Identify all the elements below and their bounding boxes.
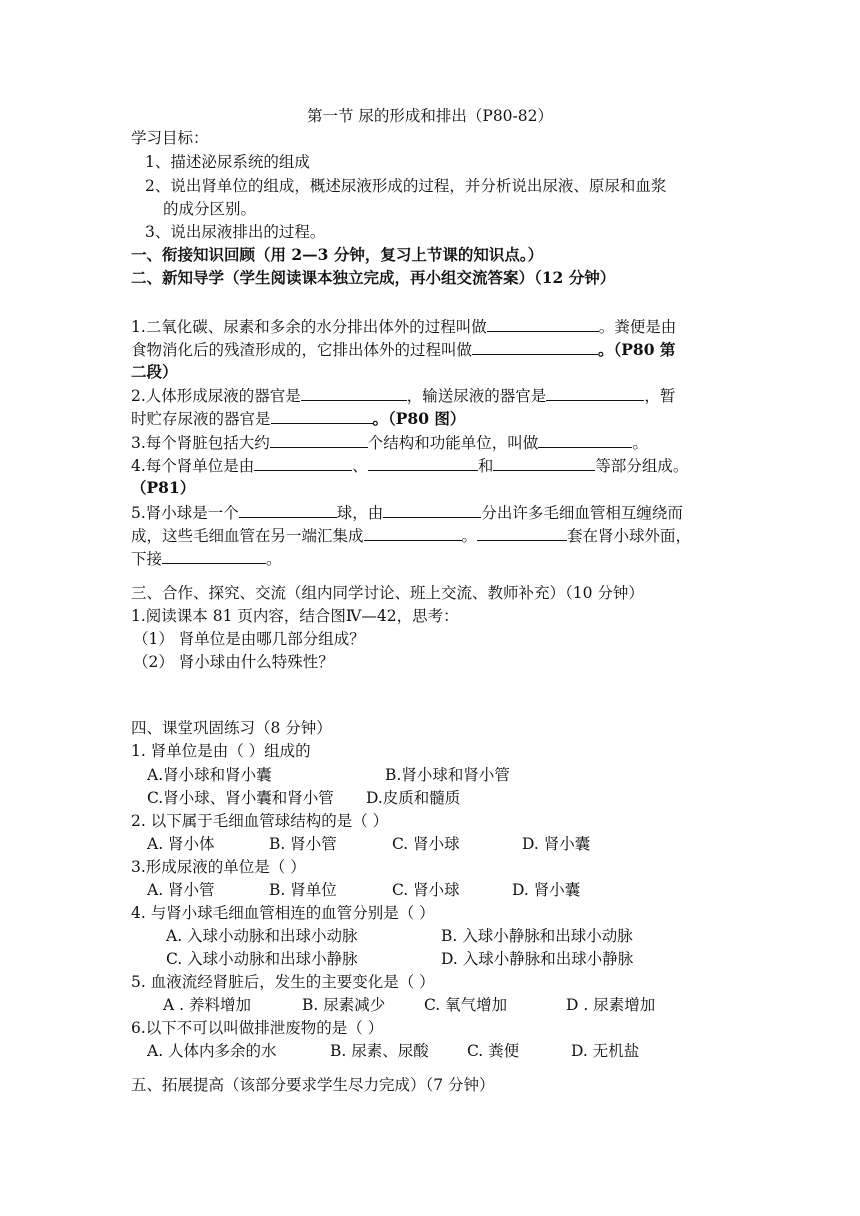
section-3-prompt-2: （2） 肾小球由什么特殊性？ bbox=[133, 653, 334, 671]
answer-blank[interactable] bbox=[162, 548, 266, 564]
answer-blank[interactable] bbox=[301, 385, 407, 401]
q3-text-b: 个结构和功能单位，叫做 bbox=[367, 434, 539, 452]
exercise-1-option-c: C.肾小球、肾小囊和肾小管 bbox=[147, 789, 334, 807]
exercise-3-option-c: C. 肾小球 bbox=[392, 881, 460, 899]
answer-blank[interactable] bbox=[487, 316, 599, 332]
exercise-5-option-c: C. 氧气增加 bbox=[424, 996, 508, 1014]
q1-line-1 bbox=[131, 316, 676, 337]
exercise-6-option-d: D. 无机盐 bbox=[571, 1042, 640, 1060]
answer-blank[interactable] bbox=[383, 502, 481, 518]
section-3-q1: 1.阅读课本 81 页内容，结合图Ⅳ—42，思考： bbox=[131, 607, 459, 625]
q2-text-e: 。（P80 图） bbox=[372, 409, 466, 428]
exercise-4-option-a: A. 入球小动脉和出球小动脉 bbox=[166, 927, 358, 945]
section-5-heading: 五、拓展提高（该部分要求学生尽力完成）（7 分钟） bbox=[131, 1076, 495, 1094]
q2-line-2 bbox=[131, 408, 465, 429]
exercise-2-option-c: C. 肾小球 bbox=[392, 835, 460, 853]
exercise-5-option-d: D . 尿素增加 bbox=[566, 996, 656, 1014]
goals-heading: 学习目标： bbox=[131, 129, 209, 147]
exercise-1: 1. 肾单位是由（ ）组成的 bbox=[131, 742, 311, 760]
exercise-6-option-b: B. 尿素、尿酸 bbox=[330, 1042, 429, 1060]
q4-text-b: 、 bbox=[352, 457, 368, 475]
answer-blank[interactable] bbox=[368, 455, 478, 471]
exercise-5-option-a: A . 养料增加 bbox=[163, 996, 251, 1014]
q5-text-c: 分出许多毛细血管相互缠绕而 bbox=[481, 504, 683, 522]
answer-blank[interactable] bbox=[546, 385, 644, 401]
exercise-2: 2. 以下属于毛细血管球结构的是（ ） bbox=[131, 812, 389, 830]
q4-text-a: 4.每个肾单位是由 bbox=[131, 457, 255, 475]
exercise-6-option-a: A. 人体内多余的水 bbox=[147, 1042, 277, 1060]
section-4-heading: 四、课堂巩固练习（8 分钟） bbox=[131, 719, 332, 737]
section-1-heading: 一、衔接知识回顾（用 2—3 分钟，复习上节课的知识点。） bbox=[131, 245, 544, 264]
q2-text-b: ，输送尿液的器官是 bbox=[406, 387, 547, 405]
answer-blank[interactable] bbox=[472, 339, 598, 355]
q5-text-a: 5.肾小球是一个 bbox=[131, 504, 239, 522]
exercise-6: 6.以下不可以叫做排泄废物的是（ ） bbox=[131, 1019, 384, 1037]
answer-blank[interactable] bbox=[239, 502, 337, 518]
q4-line-1 bbox=[131, 455, 688, 476]
page-title: 第一节 尿的形成和排出（P80-82） bbox=[306, 107, 554, 125]
exercise-5-option-b: B. 尿素减少 bbox=[302, 996, 386, 1014]
q5-text-e: 。 bbox=[461, 527, 478, 545]
goal-2: 2、说出肾单位的组成，概述尿液形成的过程，并分析说出尿液、原尿和血浆 bbox=[145, 177, 667, 195]
q4-text-e: （P81） bbox=[131, 478, 196, 497]
q3-text-a: 3.每个肾脏包括大约 bbox=[131, 434, 270, 452]
q5-line-2 bbox=[131, 525, 691, 546]
q2-text-a: 2.人体形成尿液的器官是 bbox=[131, 387, 301, 405]
q5-text-b: 球，由 bbox=[336, 504, 384, 522]
answer-blank[interactable] bbox=[270, 432, 368, 448]
q5-text-f: 套在肾小球外面， bbox=[567, 527, 692, 545]
q3-text-c: 。 bbox=[632, 434, 648, 452]
answer-blank[interactable] bbox=[364, 525, 462, 541]
answer-blank[interactable] bbox=[477, 525, 567, 541]
q3-line bbox=[131, 432, 648, 453]
q1-text-c: 食物消化后的残渣形成的，它排出体外的过程叫做 bbox=[131, 341, 473, 359]
exercise-3-option-b: B. 肾单位 bbox=[269, 881, 337, 899]
exercise-4-option-c: C. 入球小动脉和出球小静脉 bbox=[166, 950, 358, 968]
answer-blank[interactable] bbox=[493, 455, 595, 471]
section-3-prompt-1: （1） 肾单位是由哪几部分组成？ bbox=[133, 630, 365, 648]
answer-blank[interactable] bbox=[254, 455, 352, 471]
q1-line-2 bbox=[131, 339, 675, 360]
answer-blank[interactable] bbox=[538, 432, 632, 448]
exercise-4-option-b: B. 入球小静脉和出球小动脉 bbox=[441, 927, 633, 945]
exercise-1-option-d: D.皮质和髓质 bbox=[366, 789, 461, 807]
exercise-2-option-b: B. 肾小管 bbox=[269, 835, 337, 853]
q5-text-g: 下接 bbox=[131, 550, 163, 568]
q5-line-3 bbox=[131, 548, 282, 569]
q4-text-c: 和 bbox=[477, 457, 494, 475]
q1-text-a: 1.二氧化碳、尿素和多余的水分排出体外的过程叫做 bbox=[131, 318, 487, 336]
exercise-4: 4. 与肾小球毛细血管相连的血管分别是（ ） bbox=[131, 904, 435, 922]
q1-text-d: 。（P80 第 bbox=[598, 340, 676, 359]
exercise-2-option-d: D. 肾小囊 bbox=[522, 835, 591, 853]
q2-text-d: 时贮存尿液的器官是 bbox=[131, 410, 271, 428]
exercise-3-option-d: D. 肾小囊 bbox=[512, 881, 581, 899]
q4-text-d: 等部分组成。 bbox=[595, 457, 689, 475]
answer-blank[interactable] bbox=[271, 408, 373, 424]
q5-text-h: 。 bbox=[266, 550, 282, 568]
q2-text-c: ，暂 bbox=[644, 387, 676, 405]
section-2-heading: 二、新知导学（学生阅读课本独立完成，再小组交流答案）（12 分钟） bbox=[131, 268, 616, 287]
goal-1: 1、描述泌尿系统的组成 bbox=[145, 153, 310, 171]
exercise-6-option-c: C. 粪便 bbox=[467, 1042, 520, 1060]
q1-text-e: 二段） bbox=[131, 362, 178, 381]
exercise-3: 3.形成尿液的单位是（ ） bbox=[131, 858, 306, 876]
goal-2-cont: 的成分区别。 bbox=[163, 200, 257, 218]
goal-3: 3、说出尿液排出的过程。 bbox=[145, 223, 326, 241]
exercise-1-option-b: B.肾小球和肾小管 bbox=[385, 766, 510, 784]
exercise-3-option-a: A. 肾小管 bbox=[147, 881, 215, 899]
section-3-heading: 三、合作、探究、交流（组内同学讨论、班上交流、教师补充）（10 分钟） bbox=[131, 584, 644, 602]
exercise-1-option-a: A.肾小球和肾小囊 bbox=[147, 766, 272, 784]
q2-line-1 bbox=[131, 385, 675, 406]
exercise-4-option-d: D. 入球小静脉和出球小静脉 bbox=[441, 950, 634, 968]
q1-text-b: 。粪便是由 bbox=[598, 318, 677, 336]
exercise-2-option-a: A. 肾小体 bbox=[147, 835, 215, 853]
q5-text-d: 成，这些毛细血管在另一端汇集成 bbox=[131, 527, 364, 545]
q5-line-1 bbox=[131, 502, 683, 523]
exercise-5: 5. 血液流经肾脏后，发生的主要变化是（ ） bbox=[131, 973, 435, 991]
